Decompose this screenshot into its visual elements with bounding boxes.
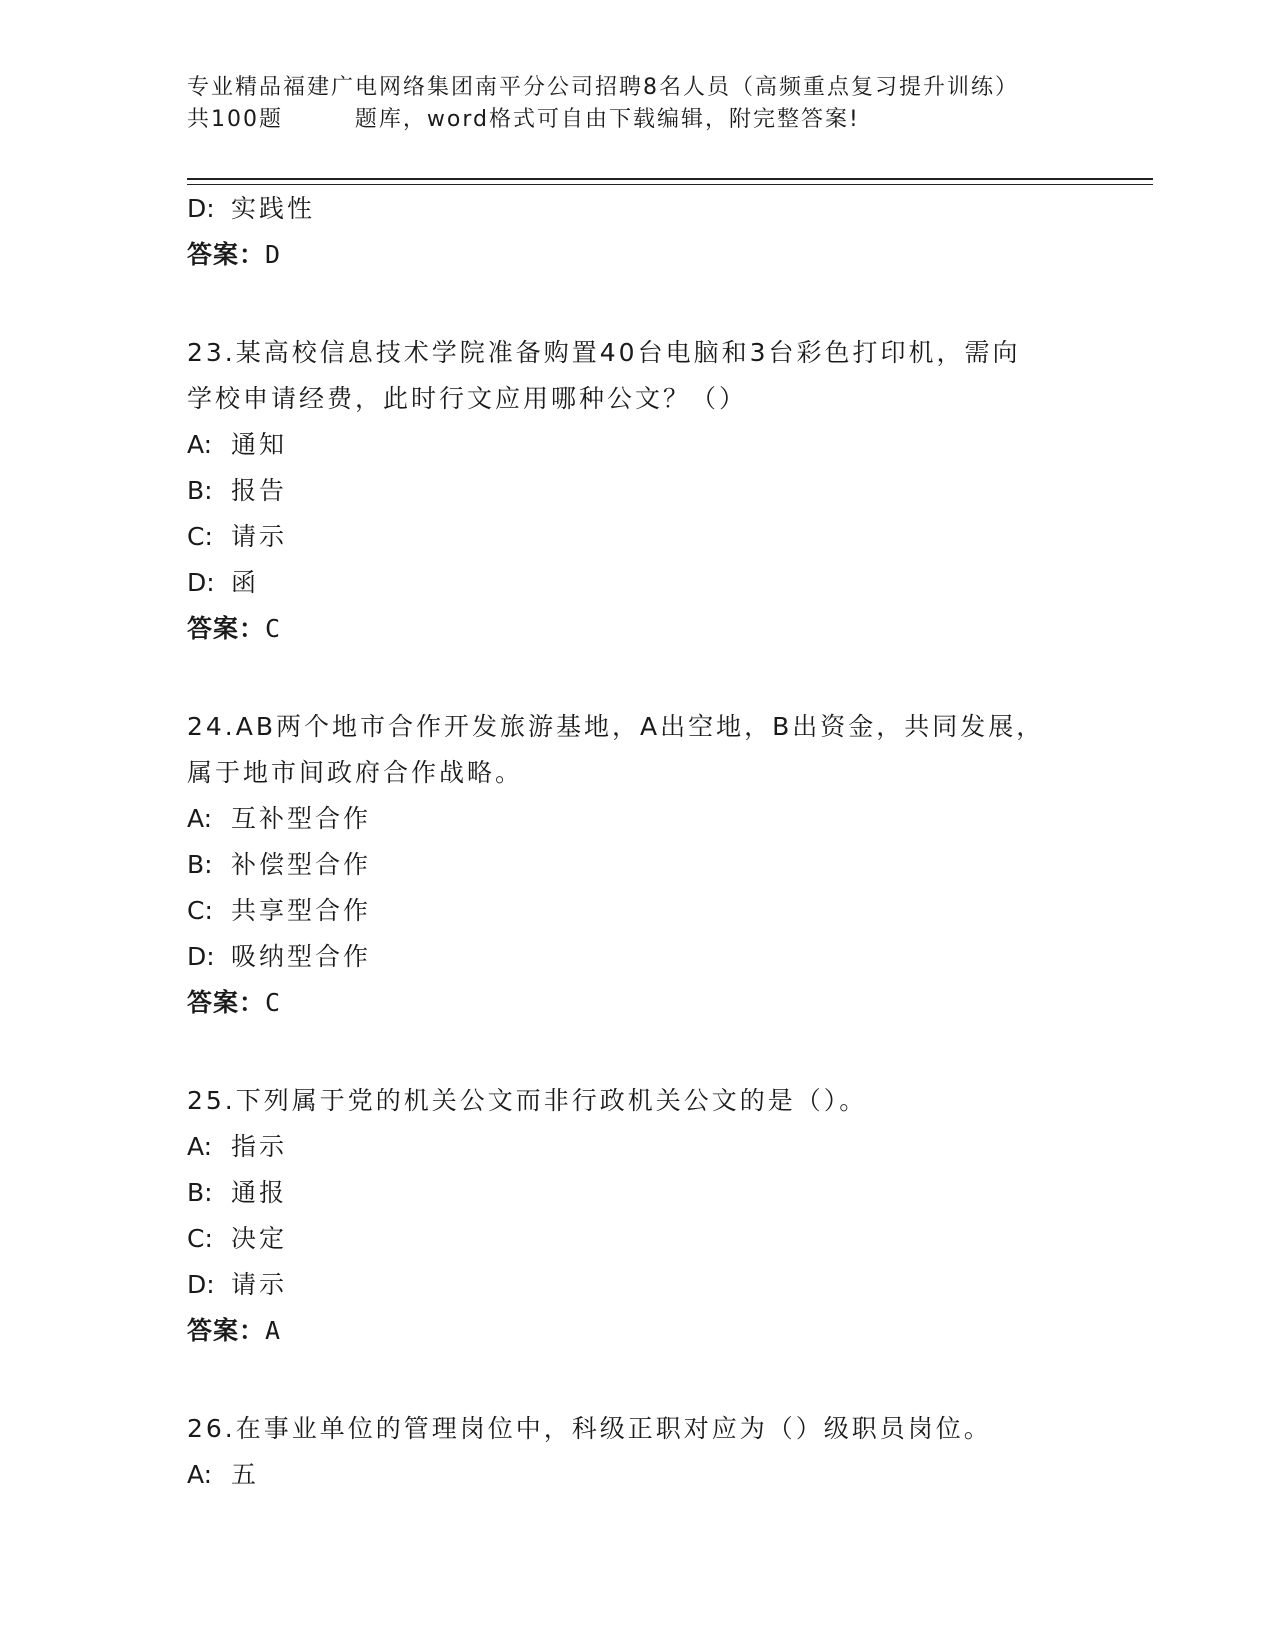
answer-option xyxy=(187,1452,1107,1498)
option-key: B: xyxy=(187,476,213,505)
answer-value: C xyxy=(265,988,284,1017)
question-text: 26.在事业单位的管理岗位中，科级正职对应为（）级职员岗位。 xyxy=(187,1414,992,1443)
answer-label: 答案： xyxy=(187,988,266,1017)
answer-option xyxy=(187,796,1107,842)
question-block xyxy=(187,186,1107,278)
option-text: 互补型合作 xyxy=(231,804,372,833)
answer-option xyxy=(187,1124,1107,1170)
answer-option xyxy=(187,888,1107,934)
answer-option xyxy=(187,422,1107,468)
option-text: 报告 xyxy=(231,476,288,505)
answer-option xyxy=(187,1262,1107,1308)
answer-value: C xyxy=(265,614,284,643)
option-key: A: xyxy=(187,1460,213,1489)
answer-option xyxy=(187,1170,1107,1216)
answer-label: 答案： xyxy=(187,614,266,643)
option-key: C: xyxy=(187,522,213,551)
document-header xyxy=(187,72,1087,136)
option-text: 五 xyxy=(231,1460,260,1489)
header-title-line: 专业精品福建广电网络集团南平分公司招聘8名人员（高频重点复习提升训练） xyxy=(187,75,1019,100)
answer-line xyxy=(187,232,1107,278)
option-text: 指示 xyxy=(231,1132,288,1161)
option-key: D: xyxy=(187,942,215,971)
question-block xyxy=(187,704,1107,1026)
option-text: 实践性 xyxy=(231,194,316,223)
option-key: D: xyxy=(187,1270,215,1299)
answer-label: 答案： xyxy=(187,240,266,269)
answer-line xyxy=(187,606,1107,652)
header-subtitle-line: 共100题 题库，word格式可自由下载编辑，附完整答案! xyxy=(187,107,860,132)
question-text: 学校申请经费，此时行文应用哪种公文？（） xyxy=(187,384,748,413)
answer-line xyxy=(187,980,1107,1026)
answer-line xyxy=(187,1308,1107,1354)
option-key: C: xyxy=(187,896,213,925)
answer-option xyxy=(187,186,1107,232)
answer-value: D xyxy=(265,240,284,269)
option-key: A: xyxy=(187,804,213,833)
option-text: 通报 xyxy=(231,1178,288,1207)
option-key: B: xyxy=(187,1178,213,1207)
option-key: A: xyxy=(187,1132,213,1161)
question-block xyxy=(187,330,1107,652)
option-key: A: xyxy=(187,430,213,459)
answer-label: 答案： xyxy=(187,1316,266,1345)
option-key: D: xyxy=(187,194,215,223)
option-text: 共享型合作 xyxy=(231,896,372,925)
question-text: 24.AB两个地市合作开发旅游基地，A出空地，B出资金，共同发展， xyxy=(187,712,1045,741)
question-list xyxy=(187,186,1107,1498)
option-text: 通知 xyxy=(231,430,288,459)
answer-option xyxy=(187,514,1107,560)
answer-option xyxy=(187,468,1107,514)
answer-option xyxy=(187,934,1107,980)
answer-option xyxy=(187,560,1107,606)
option-key: C: xyxy=(187,1224,213,1253)
header-divider xyxy=(187,178,1153,185)
option-text: 吸纳型合作 xyxy=(231,942,372,971)
question-text: 23.某高校信息技术学院准备购置40台电脑和3台彩色打印机，需向 xyxy=(187,338,1021,367)
answer-option xyxy=(187,1216,1107,1262)
option-text: 决定 xyxy=(231,1224,288,1253)
question-text: 属于地市间政府合作战略。 xyxy=(187,758,524,787)
option-key: D: xyxy=(187,568,215,597)
answer-option xyxy=(187,842,1107,888)
option-key: B: xyxy=(187,850,213,879)
question-text: 25.下列属于党的机关公文而非行政机关公文的是（）。 xyxy=(187,1086,868,1115)
option-text: 请示 xyxy=(231,522,288,551)
option-text: 请示 xyxy=(231,1270,288,1299)
question-block xyxy=(187,1406,1107,1498)
answer-value: A xyxy=(265,1316,284,1345)
option-text: 补偿型合作 xyxy=(231,850,372,879)
option-text: 函 xyxy=(231,568,260,597)
question-block xyxy=(187,1078,1107,1354)
